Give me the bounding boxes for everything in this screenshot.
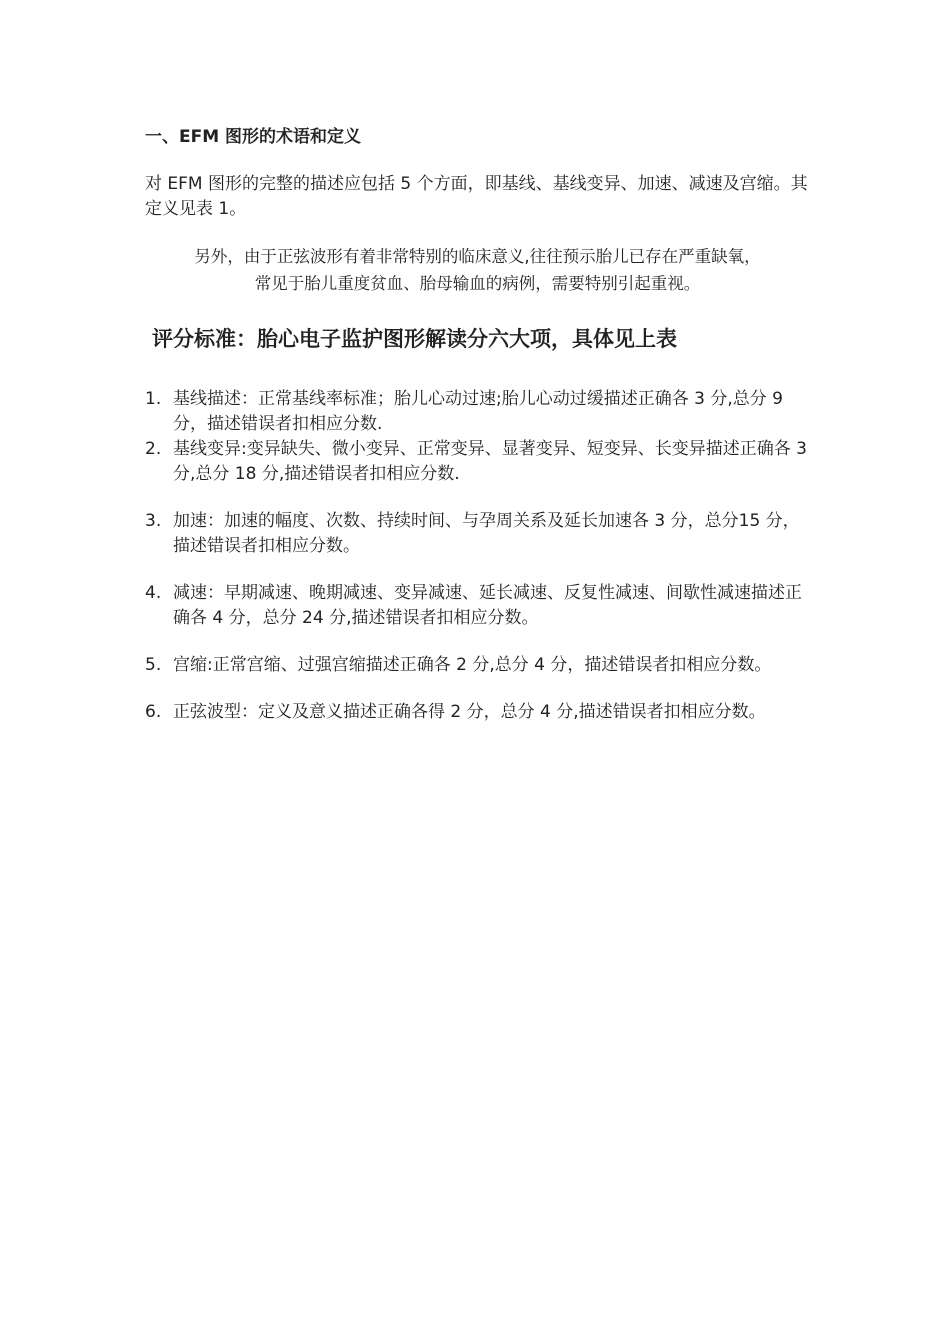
criteria-number: 3. xyxy=(145,511,162,531)
criteria-text: 正弦波型：定义及意义描述正确各得 2 分，总分 4 分,描述错误者扣相应分数。 xyxy=(173,702,766,722)
criteria-item-acceleration xyxy=(145,509,810,559)
criteria-number: 6. xyxy=(145,702,162,722)
criteria-number: 1. xyxy=(145,389,162,409)
note-line-2: 常见于胎儿重度贫血、胎母输血的病例，需要特别引起重视。 xyxy=(254,274,701,293)
criteria-text: 加速：加速的幅度、次数、持续时间、与孕周关系及延长加速各 3 分，总分15 分，描述错误者扣相应分数。 xyxy=(173,511,800,556)
criteria-text: 基线描述：正常基线率标准；胎儿心动过速;胎儿心动过缓描述正确各 3 分,总分 9 分，描述错误者扣相应分数. xyxy=(173,389,783,434)
section-title: 一、EFM 图形的术语和定义 xyxy=(145,127,362,147)
criteria-number: 5. xyxy=(145,655,162,675)
criteria-item-contraction xyxy=(145,653,810,678)
note-paragraph xyxy=(145,243,810,297)
scoring-criteria-list xyxy=(145,387,810,725)
intro-paragraph: 对 EFM 图形的完整的描述应包括 5 个方面，即基线、基线变异、加速、减速及宫缩。其定义见表 1。 xyxy=(145,174,808,219)
scoring-heading: 评分标准：胎心电子监护图形解读分六大项，具体见上表 xyxy=(152,327,677,351)
criteria-item-variability xyxy=(145,437,810,487)
criteria-text: 基线变异:变异缺失、微小变异、正常变异、显著变异、短变异、长变异描述正确各 3 分,总分 18 分,描述错误者扣相应分数. xyxy=(173,439,807,484)
criteria-number: 4. xyxy=(145,583,162,603)
note-line-1: 另外，由于正弦波形有着非常特别的临床意义,往往预示胎儿已存在严重缺氧， xyxy=(194,247,761,266)
criteria-item-sinusoidal xyxy=(145,700,810,725)
criteria-text: 减速：早期减速、晚期减速、变异减速、延长减速、反复性减速、间歇性减速描述正确各 4 分，总分 24 分,描述错误者扣相应分数。 xyxy=(173,583,802,628)
criteria-number: 2. xyxy=(145,439,162,459)
criteria-text: 宫缩:正常宫缩、过强宫缩描述正确各 2 分,总分 4 分，描述错误者扣相应分数。 xyxy=(173,655,772,675)
criteria-item-deceleration xyxy=(145,581,810,631)
criteria-item-baseline xyxy=(145,387,810,437)
